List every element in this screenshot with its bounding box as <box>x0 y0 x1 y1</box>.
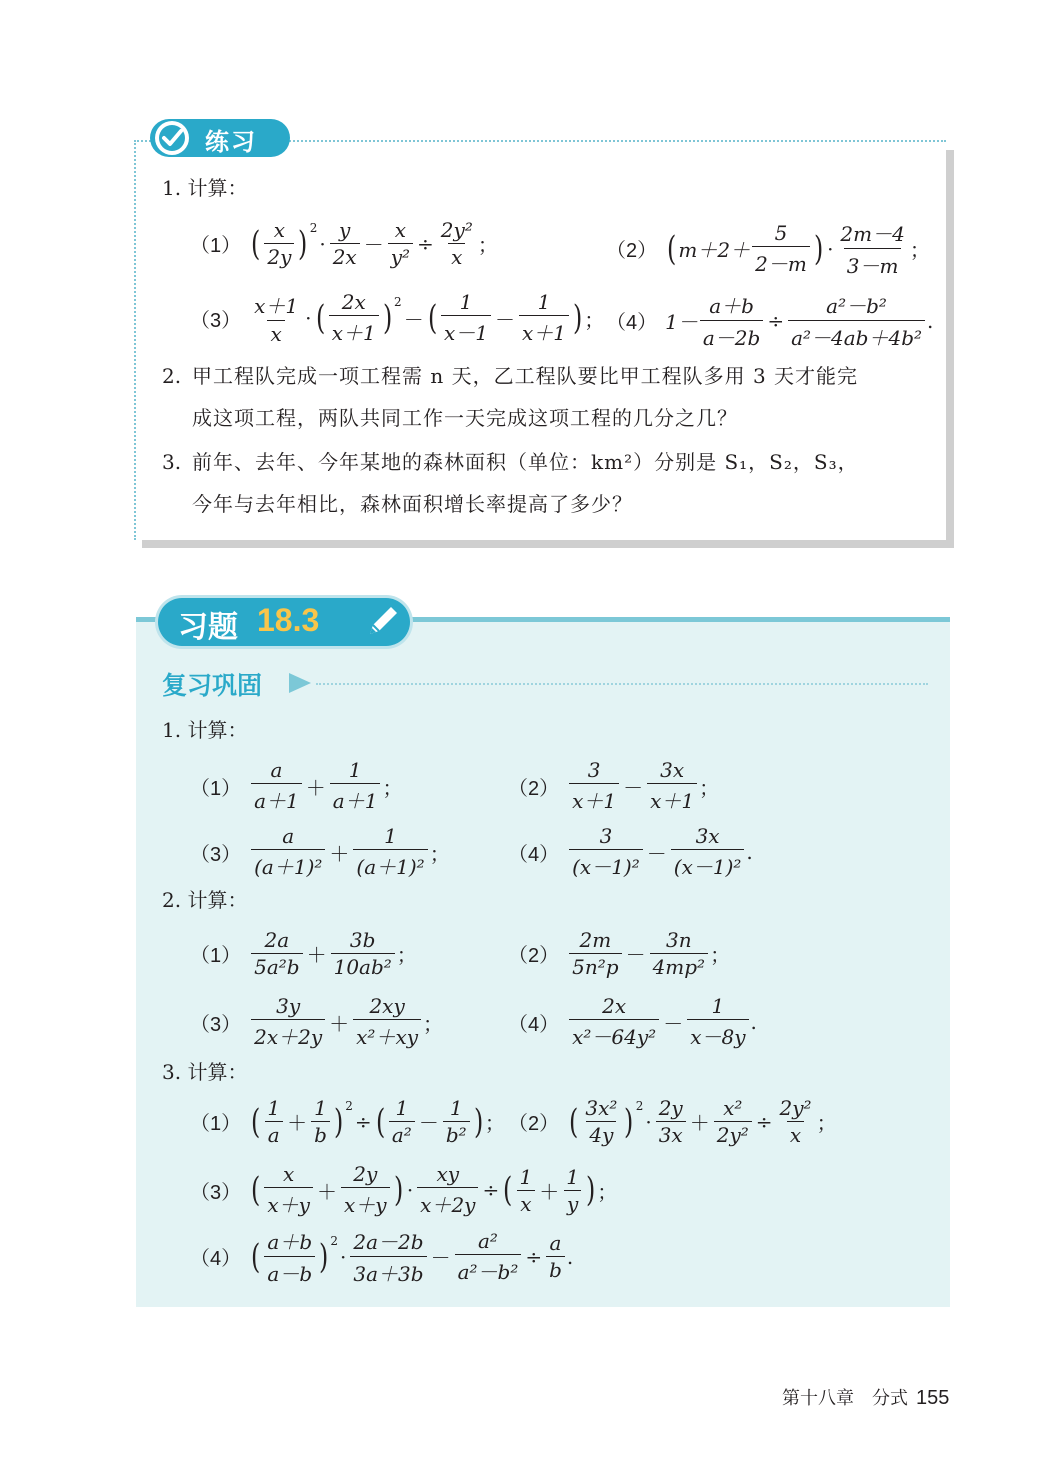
fraction: $\frac{1}{x-1}$ <box>441 290 491 346</box>
fraction: $\frac{\text{a²}}{\text{a²－b²}}$ <box>455 1229 522 1285</box>
item-end: ； <box>396 943 417 967</box>
fraction: $\frac{3}{x+1}$ <box>569 758 619 814</box>
exercise-q1-item2 <box>508 758 719 814</box>
item-label: （2） <box>508 777 560 800</box>
exercise-q2-label: 2. 计算： <box>162 888 248 912</box>
fraction: $\frac{3}{\text{(x－1)²}}$ <box>569 824 643 880</box>
exercise-q3-item1: （1） ( $\frac{1}{a}$ ＋ $\frac{1}{b}$ ) 2 ÷ ( $\frac{1}{\text{a²}}$ － $\frac{1}{\text{b²}}$ ) ； <box>190 1096 505 1147</box>
fraction: $\frac{\text{2y²}}{x}$ <box>779 1096 812 1147</box>
item-label: （4） <box>606 312 658 334</box>
fraction: $\frac{1}{x-8y}$ <box>687 994 748 1050</box>
exercise-number: 18.3 <box>257 602 320 638</box>
practice-q1-label: 1. 计算： <box>162 176 248 200</box>
item-label: （2） <box>508 945 560 967</box>
operator: ＋ <box>329 841 350 866</box>
fraction: $\frac{\text{2y²}}{x}$ <box>440 218 473 269</box>
item-end: ； <box>699 775 720 800</box>
exercise-q1-label: 1. 计算： <box>162 718 248 742</box>
exercise-q1-item3 <box>190 824 450 880</box>
item-label: （1） <box>190 235 242 257</box>
exercise-q2-item1 <box>190 928 417 979</box>
practice-q1-item3: （3） $\frac{x+1}{x}$ · ( $\frac{2x}{x+1}$ ) 2 － ( $\frac{1}{x-1}$ － $\frac{1}{x+1}$ ) ； <box>190 290 605 346</box>
item-label: （1） <box>190 777 242 800</box>
practice-q1-item2: （2） ( m＋2＋ $\frac{5}{2-m}$ ) · $\frac{2m-4}{3-m}$ ； <box>606 218 930 279</box>
item-end: . <box>750 1010 757 1034</box>
fraction: $\frac{1}{x+1}$ <box>519 290 569 346</box>
practice-q2-line1: 甲工程队完成一项工程需 n 天，乙工程队要比甲工程队多用 3 天才能完 <box>192 364 859 388</box>
item-label: （3） <box>190 309 242 332</box>
item-end: ； <box>382 775 403 800</box>
fraction: $\frac{3x}{\text{(x－1)²}}$ <box>671 824 745 880</box>
item-end: ； <box>710 943 731 967</box>
exercise-q3-item4: （4） ( $\frac{a+b}{a-b}$ ) 2 · $\frac{2a-2b}{3a+3b}$ － $\frac{\text{a²}}{\text{a²－b²}}$ ÷ $\frac{a}{b}$ . <box>190 1226 573 1287</box>
fraction: $\frac{3x}{x+1}$ <box>647 758 697 814</box>
fraction: $\frac{2y}{3x}$ <box>656 1096 686 1147</box>
fraction: $\frac{x}{2y}$ <box>264 218 294 269</box>
page-footer <box>782 1384 949 1410</box>
operator: － <box>623 775 644 800</box>
operator: － <box>646 841 667 866</box>
exercise-q2-item4 <box>508 994 757 1050</box>
item-label: （1） <box>190 945 242 967</box>
fraction: $\frac{3y}{2x+2y}$ <box>251 994 325 1050</box>
practice-q1-item4: （4） 1－ $\frac{a+b}{a-2b}$ ÷ $\frac{\text{a²－b²}}{\text{a²－4ab＋4b²}}$ . <box>606 290 933 351</box>
practice-title: 练习 <box>205 128 257 156</box>
fraction: $\frac{1}{\text{b²}}$ <box>443 1096 470 1147</box>
fraction: $\frac{2x}{\text{x²－64y²}}$ <box>569 994 659 1050</box>
chapter-label: 第十八章 分式 <box>782 1388 908 1409</box>
fraction: $\frac{y}{2x}$ <box>330 218 360 269</box>
exercise-q3-label: 3. 计算： <box>162 1060 248 1084</box>
exercise-q3-item3: （3） ( $\frac{x}{x+y}$ ＋ $\frac{2y}{x+y}$ ) · $\frac{xy}{x+2y}$ ÷ ( $\frac{1}{x}$ ＋ $\frac{1}{y}$ ) ； <box>190 1162 618 1217</box>
practice-check-icon <box>152 118 192 158</box>
fraction: $\frac{2m-4}{3-m}$ <box>840 222 905 278</box>
fraction: $\frac{1}{b}$ <box>311 1096 330 1147</box>
fraction: $\frac{x}{\text{y²}}$ <box>388 218 413 269</box>
fraction: $\frac{1}{a}$ <box>264 1096 283 1147</box>
fraction: $\frac{a+b}{a-b}$ <box>264 1226 315 1287</box>
item-label: （4） <box>508 843 560 866</box>
fraction: $\frac{2m}{\text{5n²p}}$ <box>569 928 621 979</box>
exercise-q2-item3 <box>190 994 443 1050</box>
fraction: $\frac{3n}{\text{4mp²}}$ <box>650 928 709 979</box>
fraction: $\frac{1}{\text{(a＋1)²}}$ <box>353 824 427 880</box>
pencil-icon <box>364 602 402 640</box>
fraction: $\frac{2xy}{\text{x²＋xy}}$ <box>353 994 421 1050</box>
practice-q1-item1: （1） ( $\frac{x}{2y}$ ) 2 · $\frac{y}{2x}$ － $\frac{x}{\text{y²}}$ ÷ $\frac{\text{2y²}}{x}$ ； <box>190 218 498 269</box>
practice-q2-label: 2. <box>162 364 182 388</box>
practice-q2-line2: 成这项工程，两队共同工作一天完成这项工程的几分之几？ <box>192 406 738 430</box>
operator: ＋ <box>329 1011 350 1036</box>
operator: － <box>625 943 646 967</box>
fraction: $\frac{\text{3x²}}{4y}$ <box>585 1096 618 1147</box>
fraction: $\frac{\text{a²－b²}}{\text{a²－4ab＋4b²}}$ <box>788 290 925 351</box>
exercise-q1-item4 <box>508 824 753 880</box>
item-label: （3） <box>190 843 242 866</box>
fraction: $\frac{xy}{x+2y}$ <box>417 1162 478 1218</box>
exercise-title: 习题 <box>178 610 238 645</box>
fraction: $\frac{2y}{x+y}$ <box>341 1162 390 1218</box>
fraction: $\frac{a+b}{a-2b}$ <box>700 290 763 351</box>
practice-q3-line1: 前年、去年、今年某地的森林面积（单位：km²）分别是 S₁，S₂，S₃， <box>192 450 859 474</box>
item-end: . <box>746 840 753 864</box>
item-label: （4） <box>508 1013 560 1036</box>
item-label: （2） <box>606 240 658 262</box>
operator: － <box>663 1011 684 1036</box>
practice-q3-line2: 今年与去年相比，森林面积增长率提高了多少？ <box>192 492 633 516</box>
exercise-q2-item2 <box>508 928 730 979</box>
practice-q3-label: 3. <box>162 450 182 474</box>
fraction: $\frac{1}{y}$ <box>563 1165 582 1216</box>
review-divider <box>316 683 928 685</box>
exercise-q3-item2: （2） ( $\frac{\text{3x²}}{4y}$ ) 2 · $\frac{2y}{3x}$ ＋ $\frac{\text{x²}}{\text{2y²}}$ ÷ $\frac{\text{2y²}}{x}$ ； <box>508 1096 837 1147</box>
fraction: $\frac{5}{2-m}$ <box>752 221 810 277</box>
item-end: ； <box>423 1011 444 1036</box>
item-label: （3） <box>190 1013 242 1036</box>
fraction: $\frac{2a}{\text{5a²b}}$ <box>251 928 302 979</box>
review-heading: 复习巩固 <box>162 671 263 700</box>
fraction: $\frac{a}{b}$ <box>546 1231 565 1282</box>
fraction: $\frac{2x}{x+1}$ <box>329 290 379 346</box>
fraction: $\frac{1}{\text{a²}}$ <box>389 1096 415 1147</box>
exercise-q1-item1 <box>190 758 402 814</box>
operator: ＋ <box>305 775 326 800</box>
fraction: $\frac{a}{\text{(a＋1)²}}$ <box>251 824 325 880</box>
fraction: $\frac{a}{a+1}$ <box>251 758 302 814</box>
fraction: $\frac{2a-2b}{3a+3b}$ <box>350 1226 426 1287</box>
arrow-right-icon <box>287 671 313 695</box>
fraction: $\frac{\text{x²}}{\text{2y²}}$ <box>714 1096 752 1147</box>
fraction: $\frac{x+1}{x}$ <box>254 294 299 346</box>
page-number: 155 <box>916 1387 950 1409</box>
fraction: $\frac{x}{x+y}$ <box>264 1162 313 1218</box>
operator: ＋ <box>306 943 327 967</box>
item-end: ； <box>429 841 450 866</box>
fraction: $\frac{3b}{\text{10ab²}}$ <box>331 928 395 979</box>
fraction: $\frac{1}{x}$ <box>517 1165 536 1216</box>
fraction: $\frac{1}{a+1}$ <box>330 758 381 814</box>
